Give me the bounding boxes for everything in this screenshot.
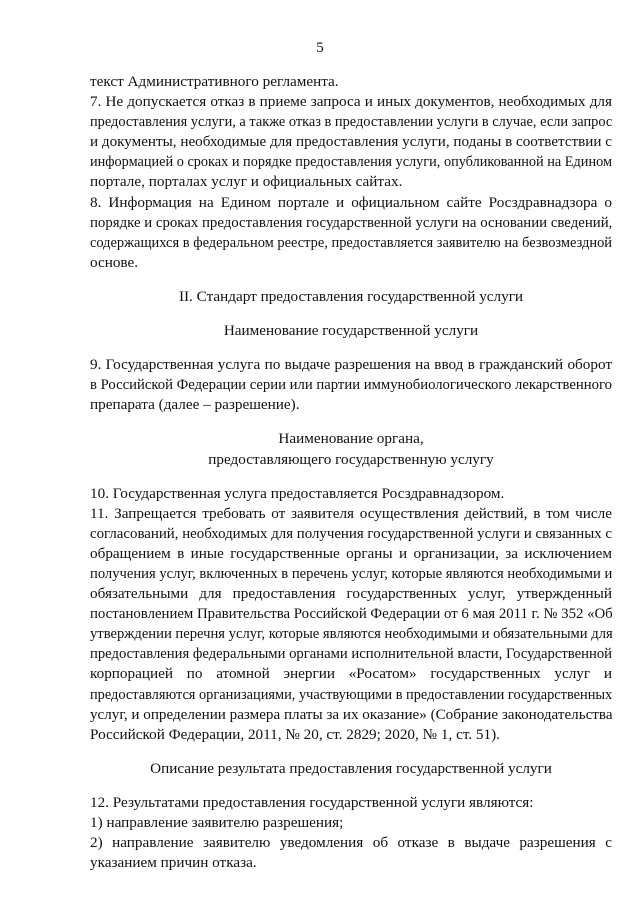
text-line: портале, порталах услуг и официальных сайтах.	[90, 173, 403, 191]
paragraph-intro	[90, 72, 612, 92]
text-line: указанием причин отказа.	[90, 854, 257, 872]
paragraph-8	[90, 193, 612, 273]
text-line: информацией о сроках и порядке предоставления услуги, опубликованной на Едином	[90, 154, 612, 171]
text-line: обязательными для предоставления государственных услуг, утвержденный	[90, 585, 612, 603]
paragraph-12-item-1	[90, 813, 612, 833]
text-line: постановлением Правительства Российской Федерации от 6 мая 2011 г. № 352 «Об	[90, 606, 613, 623]
text-line: предоставляются организациями, участвующими в предоставлении государственных	[90, 686, 613, 703]
text-line: текст Административного регламента.	[90, 73, 339, 90]
page-number: 5	[316, 40, 324, 56]
text-line: порядке и сроках предоставления государственной услуги на основании сведений,	[90, 214, 613, 231]
text-line: предоставления федеральными органами исполнительной власти, Государственной	[90, 646, 612, 663]
paragraph-11	[90, 504, 612, 745]
text-line: 11. Запрещается требовать от заявителя осуществления действий, в том числе	[90, 504, 612, 522]
subsection-heading: Описание результата предоставления государственной услуги	[150, 759, 552, 777]
text-line: 2) направление заявителю уведомления об отказе в выдаче разрешения с	[90, 834, 612, 852]
text-line: согласований, необходимых для получения государственной услуги и связанных с	[90, 525, 612, 542]
text-line: и документы, необходимые для предоставления услуги, поданы в соответствии с	[90, 134, 612, 151]
text-line: 7. Не допускается отказ в приеме запроса и иных документов, необходимых для	[90, 93, 612, 111]
paragraph-12	[90, 793, 612, 813]
text-line: содержащихся в федеральном реестре, предоставляется заявителю на безвозмездной	[90, 234, 612, 251]
text-line: основе.	[90, 253, 139, 271]
text-line: обращением в иные государственные органы и организации, за исключением	[90, 544, 612, 562]
text-line: 1) направление заявителю разрешения;	[90, 814, 344, 831]
text-line: 8. Информация на Едином портале и официальном сайте Росздравнадзора о	[90, 193, 612, 211]
paragraph-7	[90, 92, 612, 192]
paragraph-10	[90, 484, 612, 504]
text-line: 10. Государственная услуга предоставляется Росздравнадзором.	[90, 484, 505, 502]
subsection-heading: Наименование государственной услуги	[223, 322, 479, 340]
text-line: утверждении перечня услуг, которые являются необходимыми и обязательными для	[90, 626, 613, 643]
paragraph-12-item-2	[90, 833, 612, 873]
text-line: Российской Федерации, 2011, № 20, ст. 2829; 2020, № 1, ст. 51).	[90, 725, 500, 743]
text-line: услуг, и определении размера платы за их оказание» (Собрание законодательства	[90, 706, 613, 723]
text-line: предоставления услуги, а также отказ в предоставлении услуги в случае, если запрос	[90, 114, 613, 131]
text-line: корпорацией по атомной энергии «Росатом» государственных услуг и	[90, 665, 612, 683]
text-line: 12. Результатами предоставления государственной услуги являются:	[90, 793, 534, 811]
section-heading: II. Стандарт предоставления государственной услуги	[178, 287, 524, 305]
subsection-heading: Наименование органа,	[278, 430, 424, 448]
text-line: 9. Государственная услуга по выдаче разрешения на ввод в гражданский оборот	[90, 356, 612, 374]
text-line: получения услуг, включенных в перечень услуг, которые являются необходимыми и	[90, 565, 613, 582]
text-line: препарата (далее – разрешение).	[90, 396, 300, 414]
subsection-heading: предоставляющего государственную услугу	[208, 450, 494, 468]
paragraph-9	[90, 355, 612, 415]
document-body	[90, 72, 612, 873]
text-line: в Российской Федерации серии или партии иммунобиологического лекарственного	[90, 377, 612, 394]
